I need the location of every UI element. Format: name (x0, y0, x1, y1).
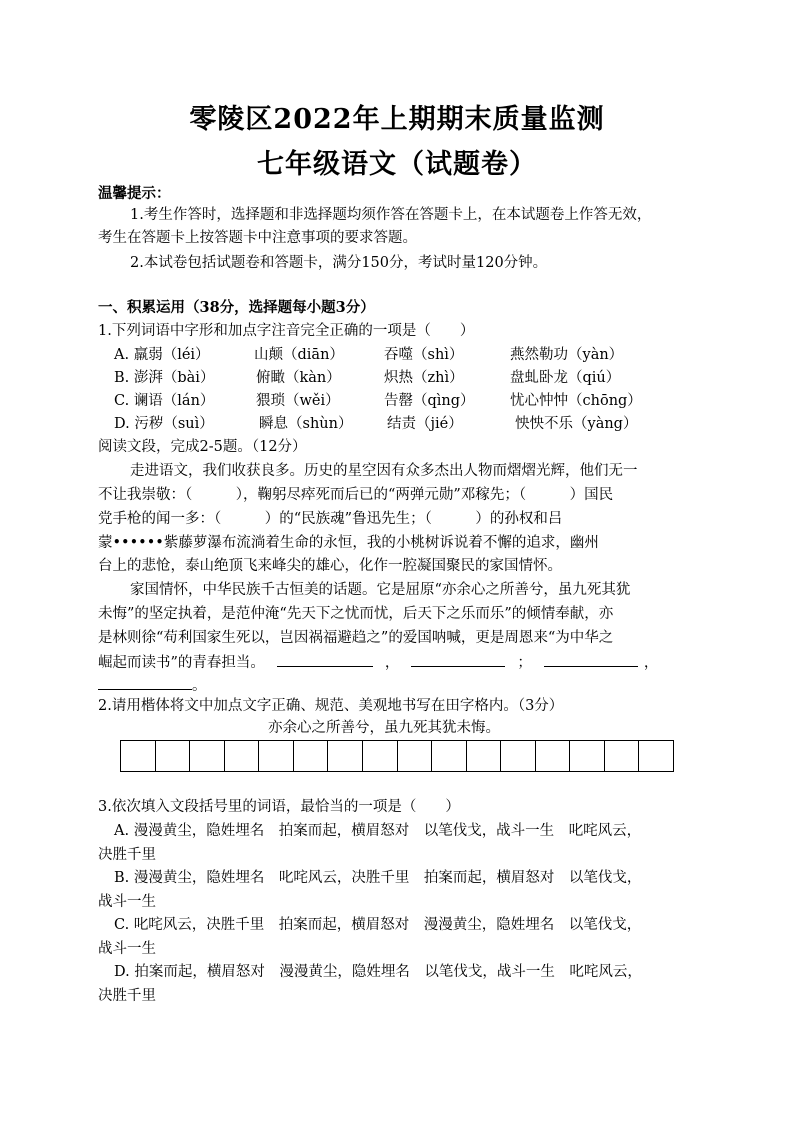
grid-cell[interactable] (432, 741, 467, 771)
q1-d-1: D. 污秽（suì） (114, 416, 214, 432)
exam-subtitle: 七年级语文（试题卷） (257, 149, 537, 180)
grid-cell[interactable] (259, 741, 294, 771)
tips-p1b: 考生在答题卡上按答题卡中注意事项的要求答题。 (98, 230, 417, 246)
blank-separator: ； (517, 655, 532, 671)
grid-cell[interactable] (467, 741, 502, 771)
answer-blank[interactable] (411, 652, 505, 667)
passage-line: 未悔”的坚定执着，是范仲淹“先天下之忧而忧，后天下之乐而乐”的倾情奉献，亦 (98, 606, 614, 622)
q1-b-4: 盘虬卧龙（qiú） (510, 370, 621, 386)
passage-line: 不让我崇敬：（ ），鞠躬尽瘁死而后已的“两弹元勋”邓稼先；（ ）国民 (98, 487, 614, 503)
grid-cell[interactable] (639, 741, 673, 771)
grid-cell[interactable] (570, 741, 605, 771)
answer-blank[interactable] (98, 675, 192, 690)
passage-line: 台上的悲怆，泰山绝顶飞来峰尖的雄心，化作一腔凝国聚民的家国情怀。 (98, 558, 562, 574)
q1-c-2: 猥琐（wěi） (256, 393, 340, 409)
passage-line: 家国情怀，中华民族千古恒美的话题。它是屈原“亦余心之所善兮，虽九死其犹 (130, 582, 631, 598)
tips-heading: 温馨提示： (98, 185, 171, 202)
passage-line-with-blanks (98, 652, 658, 673)
grid-cell[interactable] (536, 741, 571, 771)
grid-cell[interactable] (363, 741, 398, 771)
q2-sentence: 亦余心之所善兮，虽九死其犹未悔。 (268, 720, 500, 736)
passage-line: 党手枪的闻一多：（ ）的“民族魂”鲁迅先生；（ ）的孙权和吕 (98, 511, 563, 527)
q1-a-3: 吞噬（shì） (384, 347, 464, 363)
q1-d-3: 结责（jié） (387, 416, 463, 432)
passage-line: 崛起而读书”的青春担当。 (98, 655, 265, 671)
answer-blank[interactable] (544, 652, 638, 667)
grid-cell[interactable] (398, 741, 433, 771)
q2-stem: 2.请用楷体将文中加点文字正确、规范、美观地书写在田字格内。（3分） (98, 698, 564, 714)
grid-cell[interactable] (225, 741, 260, 771)
grid-cell[interactable] (605, 741, 640, 771)
q1-stem: 1.下列词语中字形和加点字注音完全正确的一项是（ ） (98, 323, 475, 339)
tips-p2: 2.本试卷包括试题卷和答题卡，满分150分，考试时量120分钟。 (130, 255, 548, 271)
q3-option-d-cont: 决胜千里 (98, 988, 156, 1004)
q1-c-4: 忧心忡忡（chōng） (510, 393, 642, 409)
section1-heading: 一、积累运用（38分，选择题每小题3分） (98, 299, 375, 316)
q3-option-a-cont: 决胜千里 (98, 847, 156, 863)
q1-c-3: 告罄（qìng） (384, 393, 475, 409)
q3-option-a: A. 漫漫黄尘，隐姓埋名 拍案而起，横眉怒对 以笔伐戈，战斗一生 叱咤风云， (114, 823, 642, 839)
blank-separator: ， (384, 655, 400, 671)
q1-b-3: 炽热（zhì） (384, 370, 464, 386)
q1-c-1: C. 谰语（lán） (114, 393, 215, 409)
q3-option-b-cont: 战斗一生 (98, 894, 156, 910)
tianzige-grid[interactable] (120, 740, 674, 772)
q1-option-b (114, 368, 620, 388)
q3-option-c-cont: 战斗一生 (98, 941, 156, 957)
passage-line: 走进语文，我们收获良多。历史的星空因有众多杰出人物而熠熠光辉，他们无一 (130, 463, 638, 479)
q1-a-2: 山颠（diān） (254, 347, 344, 363)
passage-end: 。 (192, 678, 207, 694)
q1-b-1: B. 澎湃（bài） (114, 370, 215, 386)
q1-b-2: 俯瞰（kàn） (256, 370, 341, 386)
answer-blank[interactable] (277, 652, 373, 667)
grid-cell[interactable] (190, 741, 225, 771)
passage-line: 是林则徐“苟利国家生死以，岂因祸福避趋之”的爱国呐喊，更是周恩来“为中华之 (98, 630, 614, 646)
q1-a-1: A. 羸弱（léi） (114, 347, 210, 363)
blank-separator: ， (643, 655, 659, 671)
q1-option-d (114, 414, 637, 434)
q1-option-c (114, 391, 642, 411)
grid-cell[interactable] (328, 741, 363, 771)
grid-cell[interactable] (294, 741, 329, 771)
grid-cell[interactable] (121, 741, 156, 771)
exam-title: 零陵区2022年上期期末质量监测 (189, 104, 605, 135)
q1-d-2: 瞬息（shùn） (259, 416, 353, 432)
q3-option-d: D. 拍案而起，横眉怒对 漫漫黄尘，隐姓埋名 以笔伐戈，战斗一生 叱咤风云， (114, 964, 642, 980)
passage-line: 蒙••••••紫藤萝瀑布流淌着生命的永恒，我的小桃树诉说着不懈的追求，幽州 (98, 535, 599, 551)
q1-a-4: 燕然勒功（yàn） (510, 347, 624, 363)
q3-stem: 3.依次填入文段括号里的词语，最恰当的一项是（ ） (98, 799, 460, 815)
q1-d-4: 怏怏不乐（yàng） (515, 416, 638, 432)
q3-option-c: C. 叱咤风云，决胜千里 拍案而起，横眉怒对 漫漫黄尘，隐姓埋名 以笔伐戈， (114, 917, 642, 933)
q1-option-a (114, 345, 623, 365)
tips-p1a: 1.考生作答时，选择题和非选择题均须作答在答题卡上，在本试题卷上作答无效， (130, 207, 652, 223)
passage-intro: 阅读文段，完成2-5题。（12分） (98, 439, 307, 455)
grid-cell[interactable] (501, 741, 536, 771)
passage-last-blank-line (98, 675, 207, 696)
grid-cell[interactable] (156, 741, 191, 771)
q3-option-b: B. 漫漫黄尘，隐姓埋名 叱咤风云，决胜千里 拍案而起，横眉怒对 以笔伐戈， (114, 870, 642, 886)
